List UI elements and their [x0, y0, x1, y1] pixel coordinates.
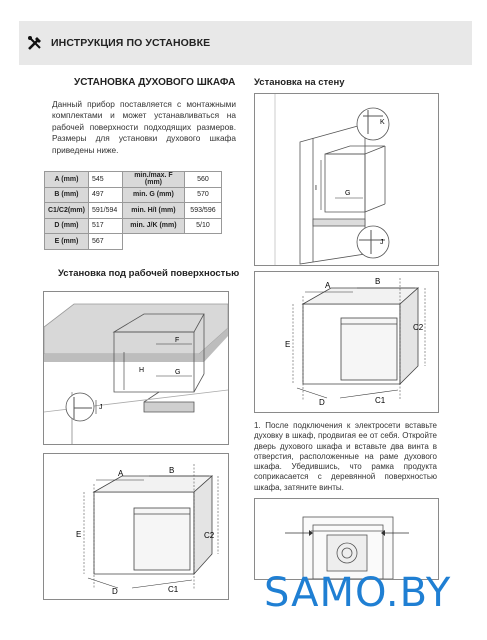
table-cell: E (mm): [45, 234, 89, 250]
label-g: G: [175, 369, 181, 376]
page-header: [19, 21, 472, 65]
intro-paragraph: Данный прибор поставляется с монтажными комплектами и может устанавливаться на рабочей поверхности подходящих размеров. Размеры для установки духового шкафа приведены ниже.: [52, 99, 236, 155]
label-b: B: [375, 277, 381, 286]
diagram-screw-mounting: [254, 498, 439, 580]
section-title-under-counter: Установка под рабочей поверхностью: [58, 268, 240, 279]
table-row: [45, 234, 222, 250]
label-e: E: [76, 530, 82, 539]
label-e: E: [285, 340, 291, 349]
label-f: F: [175, 337, 180, 344]
page-title: ИНСТРУКЦИЯ ПО УСТАНОВКЕ: [51, 37, 211, 49]
label-h: H: [139, 367, 145, 374]
table-row: [45, 203, 222, 219]
table-row: [45, 187, 222, 203]
label-d: D: [319, 398, 325, 407]
label-c2: C2: [204, 531, 215, 540]
diagram-wall-install: [254, 93, 439, 266]
table-cell: 593/596: [184, 203, 221, 219]
table-cell: 517: [88, 218, 122, 234]
table-cell: 545: [88, 172, 122, 188]
spec-table: [44, 171, 222, 250]
table-cell: 5/10: [184, 218, 221, 234]
table-cell: min. H/I (mm): [122, 203, 184, 219]
diagram-oven-dimensions-left: [43, 453, 229, 600]
section-title-wall: Установка на стену: [254, 77, 345, 88]
label-i: I: [315, 185, 317, 192]
table-cell: [184, 234, 221, 250]
table-cell: A (mm): [45, 172, 89, 188]
table-cell: min./max. F (mm): [122, 172, 184, 188]
label-c2: C2: [413, 323, 424, 332]
label-b: B: [169, 466, 175, 475]
table-row: [45, 172, 222, 188]
diagram-oven-dimensions-right: [254, 271, 439, 413]
label-j-wall: J: [380, 239, 384, 246]
table-cell: 567: [88, 234, 122, 250]
label-a: A: [325, 281, 331, 290]
step-1-text: 1. После подключения к электросети вставьте духовку в шкаф, продвигая ее от себя. Откройте дверь духового шкафа и вставьте два винта в отверстия, расположенные на раме духового шкафа. Убедившись, что рамка продукта соприкасается с деревянной поверхностью шкафа, затяните винты.: [254, 421, 437, 492]
watermark: SAMO.BY: [264, 570, 452, 616]
tools-icon: [27, 35, 43, 51]
table-cell: B (mm): [45, 187, 89, 203]
table-row: [45, 218, 222, 234]
table-cell: min. J/K (mm): [122, 218, 184, 234]
section-title-oven: УСТАНОВКА ДУХОВОГО ШКАФА: [74, 77, 236, 88]
table-cell: 570: [184, 187, 221, 203]
label-j: J: [99, 404, 103, 411]
table-cell: 497: [88, 187, 122, 203]
table-cell: 591/594: [88, 203, 122, 219]
label-a: A: [118, 469, 124, 478]
label-d: D: [112, 587, 118, 596]
table-cell: D (mm): [45, 218, 89, 234]
table-cell: min. G (mm): [122, 187, 184, 203]
diagram-under-counter: [43, 291, 229, 445]
label-c1: C1: [168, 585, 179, 594]
table-cell: C1/C2(mm): [45, 203, 89, 219]
label-c1: C1: [375, 396, 386, 405]
label-k: K: [380, 119, 385, 126]
table-cell: [122, 234, 184, 250]
label-g-wall: G: [345, 190, 351, 197]
table-cell: 560: [184, 172, 221, 188]
